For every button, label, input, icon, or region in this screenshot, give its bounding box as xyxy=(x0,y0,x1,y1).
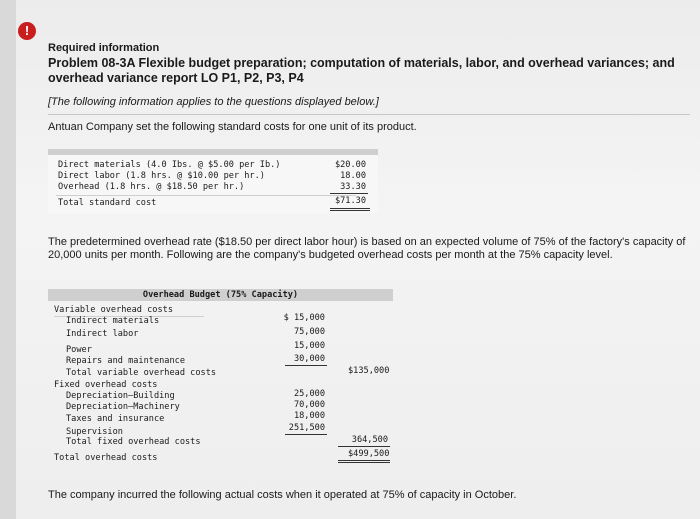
variable-item-label: Indirect materials xyxy=(66,316,160,326)
fixed-item-label: Depreciation—Building xyxy=(66,391,175,401)
problem-title: Problem 08-3A Flexible budget preparation; computation of materials, labor, and overhead variances; and overhead variance report LO P1, P2, P3, P4 xyxy=(48,56,675,85)
row-divider xyxy=(56,195,356,196)
overhead-budget-title: Overhead Budget (75% Capacity) xyxy=(142,290,299,300)
total-double-underline xyxy=(330,210,370,211)
subtotal-underline xyxy=(285,434,327,435)
standard-cost-table xyxy=(48,149,378,213)
variable-item-label: Power xyxy=(66,345,92,355)
std-row-amount: $20.00 xyxy=(334,160,366,170)
info-note: [The following information applies to the questions displayed below.] xyxy=(48,96,379,108)
fixed-heading: Fixed overhead costs xyxy=(54,380,158,390)
std-total-amount: $71.30 xyxy=(334,196,366,206)
variable-heading: Variable overhead costs xyxy=(54,305,173,315)
std-row-label: Overhead (1.8 hrs. @ $18.50 per hr.) xyxy=(58,182,245,192)
std-row-label: Direct materials (4.0 Ibs. @ $5.00 per Ib.) xyxy=(58,160,281,170)
subtotal-underline xyxy=(338,446,390,447)
std-total-label: Total standard cost xyxy=(58,198,157,208)
variable-item-label: Repairs and maintenance xyxy=(66,356,185,366)
required-information-label: Required information xyxy=(48,42,160,54)
std-row-label: Direct labor (1.8 hrs. @ $10.00 per hr.) xyxy=(58,171,265,181)
std-row-amount: 18.00 xyxy=(340,171,366,181)
total-variable-amount: $135,000 xyxy=(348,366,390,376)
fixed-item-label: Taxes and insurance xyxy=(66,414,165,424)
alert-icon: ! xyxy=(18,22,36,40)
subtotal-underline xyxy=(330,193,368,194)
actual-costs-intro: The company incurred the following actual costs when it operated at 75% of capacity in October. xyxy=(48,489,517,501)
total-double-underline xyxy=(330,208,370,209)
fixed-item-amount: 251,500 xyxy=(288,423,325,433)
variable-item-label: Indirect labor xyxy=(66,329,139,339)
total-variable-label: Total variable overhead costs xyxy=(66,368,217,378)
subtotal-underline xyxy=(285,365,327,366)
overhead-budget-table xyxy=(48,289,393,465)
total-double-underline xyxy=(338,460,390,461)
predetermined-rate-text: The predetermined overhead rate ($18.50 per direct labor hour) is based on an expected volume of 75% of the factory's capacity of 20,000 units per month. Following are the company's budgeted overhead costs per month at the 75% capacity level. xyxy=(48,236,686,261)
fixed-item-amount: 70,000 xyxy=(293,400,325,410)
problem-page xyxy=(16,0,700,519)
total-overhead-label: Total overhead costs xyxy=(54,453,158,463)
fixed-item-label: Depreciation—Machinery xyxy=(66,402,180,412)
variable-item-amount: $ 15,000 xyxy=(283,313,325,323)
variable-item-amount: 15,000 xyxy=(293,341,325,351)
intro-text: Antuan Company set the following standard costs for one unit of its product. xyxy=(48,121,417,133)
table-header-bar xyxy=(48,149,378,155)
std-row-amount: 33.30 xyxy=(340,182,366,192)
variable-item-amount: 75,000 xyxy=(293,327,325,337)
total-fixed-amount: 364,500 xyxy=(351,435,388,445)
fixed-item-label: Supervision xyxy=(66,427,123,437)
variable-item-amount: 30,000 xyxy=(293,354,325,364)
fixed-item-amount: 25,000 xyxy=(293,389,325,399)
total-double-underline xyxy=(338,462,390,463)
fixed-item-amount: 18,000 xyxy=(293,411,325,421)
divider xyxy=(48,114,690,115)
total-overhead-amount: $499,500 xyxy=(348,449,390,459)
total-fixed-label: Total fixed overhead costs xyxy=(66,437,201,447)
